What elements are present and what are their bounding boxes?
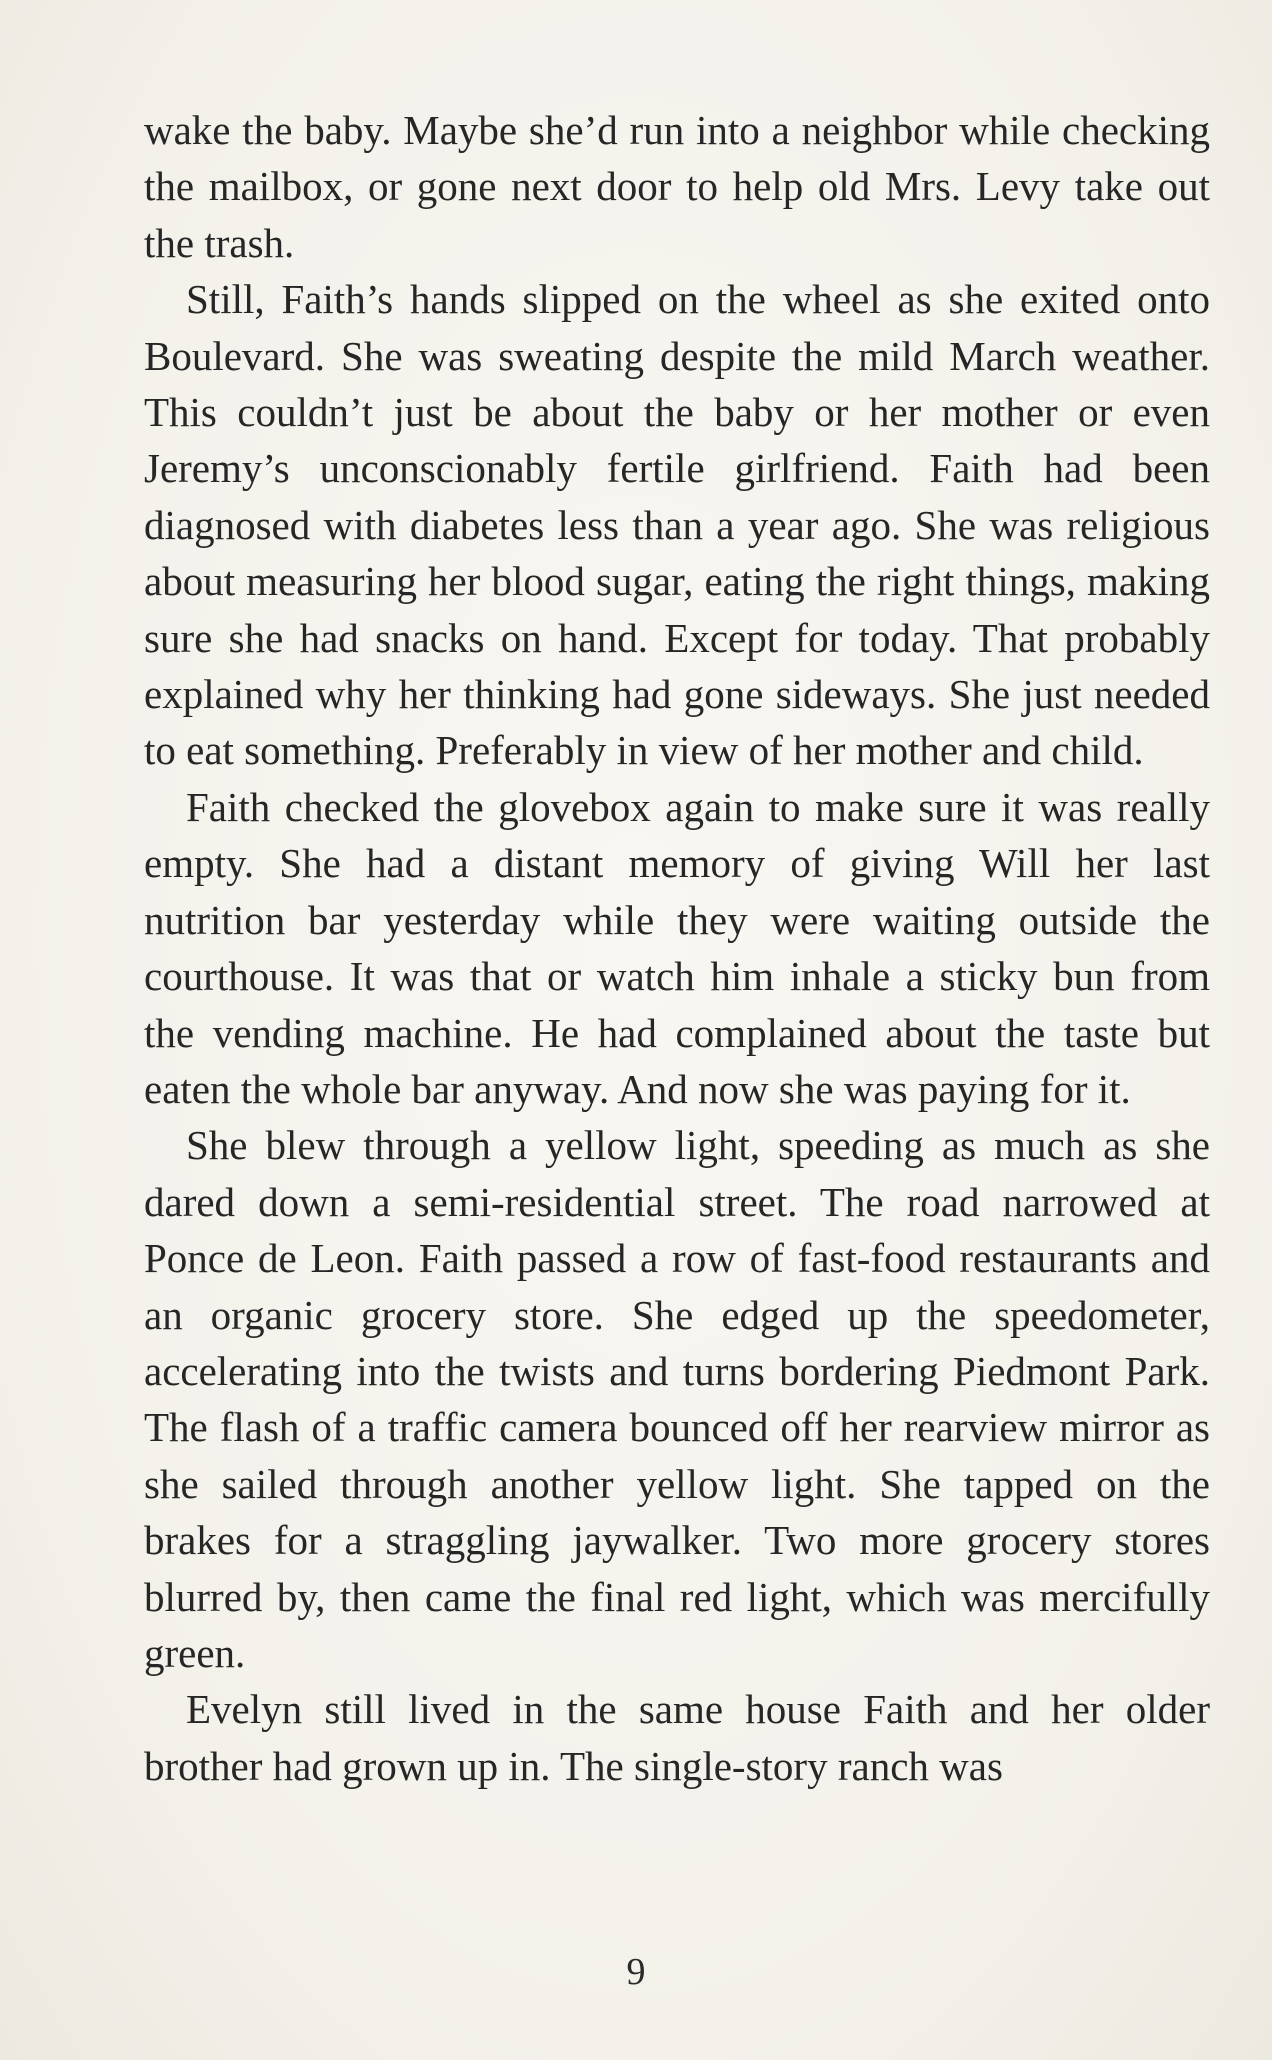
paragraph-1: wake the baby. Maybe she’d run into a neighbor while checking the mailbox, or gone next door to help old Mrs. Levy take out the trash.: [144, 107, 1210, 266]
body-text: [144, 102, 1210, 1794]
paragraph-4: She blew through a yellow light, speeding as much as she dared down a semi-residential street. The road narrowed at Ponce de Leon. Faith passed a row of fast-food restaurants and an organic grocery store. She edged up the speedometer, accelerating into the twists and turns bordering Piedmont Park. The flash of a traffic camera bounced off her rearview mirror as she sailed through another yellow light. She tapped on the brakes for a straggling jaywalker. Two more grocery stores blurred by, then came the final red light, which was mercifully green.: [144, 1122, 1210, 1676]
paragraph-2: Still, Faith’s hands slipped on the wheel as she exited onto Boulevard. She was sweating despite the mild March weather. This couldn’t just be about the baby or her mother or even Jeremy’s unconscionably fertile girlfriend. Faith had been diagnosed with diabetes less than a year ago. She was religious about measuring her blood sugar, eating the right things, making sure she had snacks on hand. Except for today. That probably explained why her thinking had gone sideways. She just needed to eat something. Preferably in view of her mother and child.: [144, 276, 1210, 774]
paragraph-3: Faith checked the glovebox again to make sure it was really empty. She had a distant memory of giving Will her last nutrition bar yesterday while they were waiting outside the courthouse. It was that or watch him inhale a sticky bun from the vending machine. He had complained about the taste but eaten the whole bar anyway. And now she was paying for it.: [144, 783, 1210, 1112]
page-number: 9: [626, 1951, 646, 1993]
paragraph-5: Evelyn still lived in the same house Faith and her older brother had grown up in. The single-story ranch was: [144, 1686, 1210, 1789]
